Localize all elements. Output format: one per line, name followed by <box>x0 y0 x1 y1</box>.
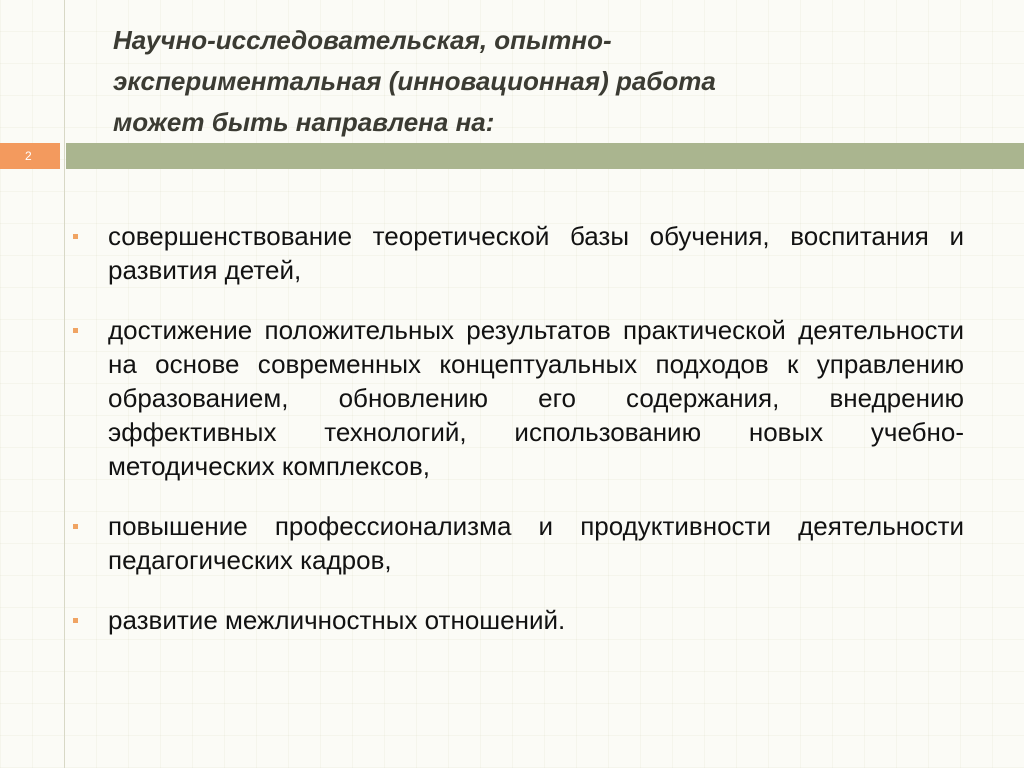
bullet-item <box>108 219 964 287</box>
bullet-line: деятельности на основе современных концептуальных <box>108 315 964 379</box>
bullet-text <box>108 221 964 285</box>
bullet-line: достижение положительных результатов практической <box>108 315 786 345</box>
slide-title <box>113 20 993 143</box>
bullet-line: его содержания, внедрению эффективных технологий, <box>108 383 964 447</box>
square-bullet-icon <box>73 618 78 623</box>
title-line: Научно-исследовательская, опытно- <box>113 25 612 55</box>
title-line: экспериментальная (инновационная) работа <box>113 66 716 96</box>
bullet-line: повышение профессионализма и продуктивности <box>108 511 771 541</box>
left-guide-line <box>64 0 65 768</box>
title-line: может быть направлена на: <box>113 107 495 137</box>
bullet-text <box>108 605 565 635</box>
bullet-item <box>108 509 964 577</box>
square-bullet-icon <box>73 524 78 529</box>
bullet-line: комплексов, <box>281 451 430 481</box>
bullet-line: развитие межличностных отношений. <box>108 605 566 635</box>
bullet-item <box>108 603 964 637</box>
bullet-line: использованию новых учебно-методических <box>108 417 964 481</box>
header-divider-bar <box>66 143 1024 169</box>
bullet-text <box>108 315 964 481</box>
bullet-line: воспитания и развития детей, <box>108 221 964 285</box>
bullet-text <box>108 511 964 575</box>
slide-number-badge: 2 <box>0 143 60 169</box>
square-bullet-icon <box>73 234 78 239</box>
bullet-item <box>108 313 964 483</box>
bullet-list <box>108 219 964 637</box>
bullet-line: подходов к управлению образованием, обновлению <box>108 349 964 413</box>
bullet-line: совершенствование теоретической базы обучения, <box>108 221 770 251</box>
square-bullet-icon <box>73 328 78 333</box>
bullet-line: деятельности педагогических кадров, <box>108 511 964 575</box>
